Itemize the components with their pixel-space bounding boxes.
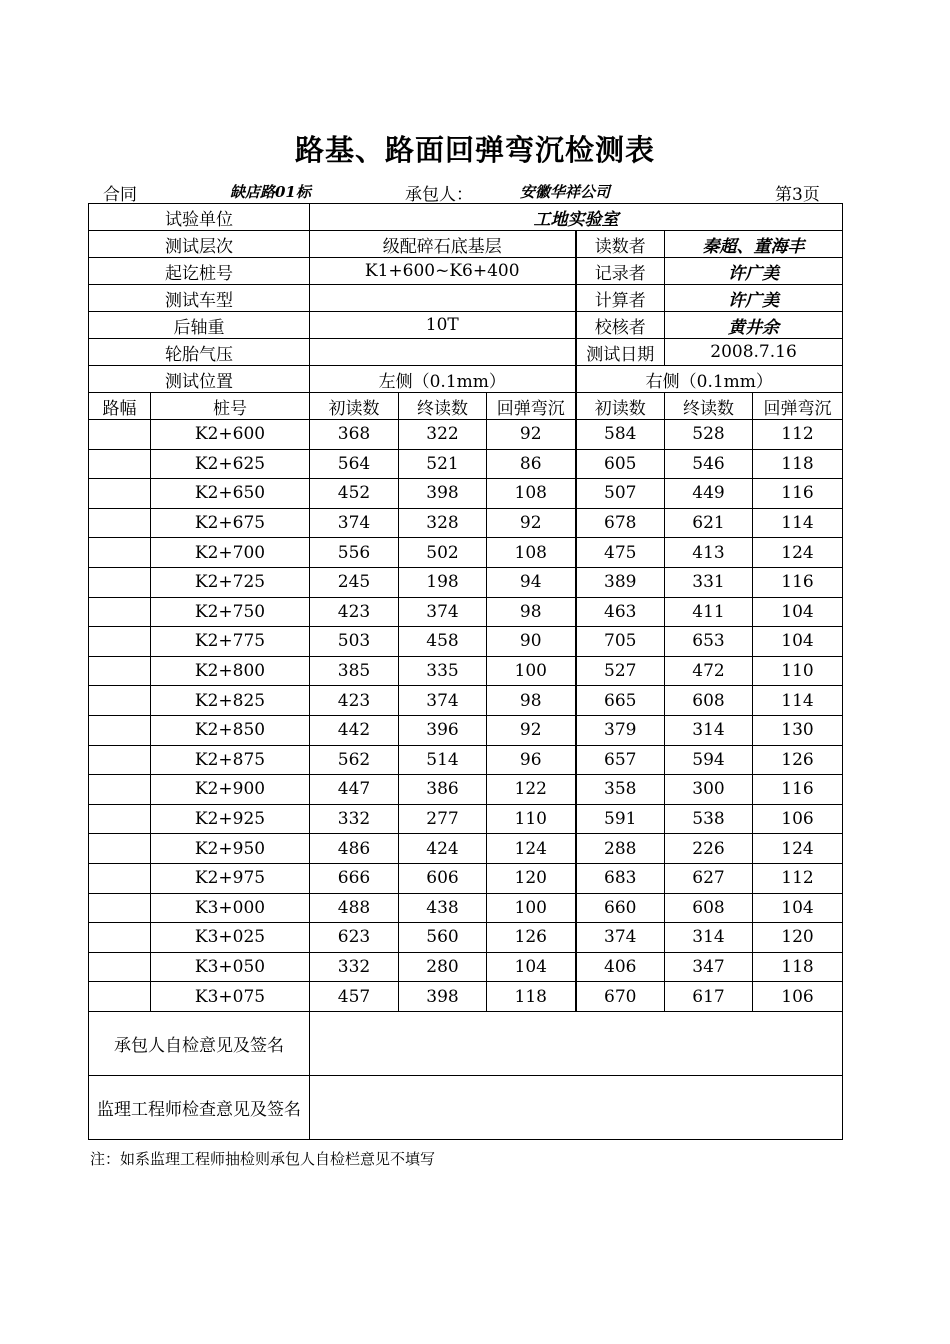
left-initial-cell: 562	[310, 745, 399, 775]
right-deflection-cell: 104	[753, 893, 843, 923]
lane-cell	[89, 804, 151, 834]
left-final-cell: 458	[399, 627, 487, 657]
right-initial-cell: 463	[576, 597, 665, 627]
col-header-lane: 路幅	[89, 393, 151, 420]
right-final-cell: 594	[665, 745, 753, 775]
right-deflection-cell: 116	[753, 479, 843, 509]
station-value: K1+600~K6+400	[310, 258, 576, 285]
left-initial-cell: 564	[310, 449, 399, 479]
table-row	[89, 656, 843, 686]
right-initial-cell: 358	[576, 775, 665, 805]
station-cell: K2+675	[151, 508, 310, 538]
contractor-label: 承包人：	[405, 185, 473, 205]
table-row	[89, 893, 843, 923]
left-initial-cell: 452	[310, 479, 399, 509]
left-final-cell: 280	[399, 952, 487, 982]
right-final-cell: 653	[665, 627, 753, 657]
right-initial-cell: 507	[576, 479, 665, 509]
left-initial-cell: 623	[310, 923, 399, 953]
right-initial-cell: 379	[576, 715, 665, 745]
left-initial-cell: 385	[310, 656, 399, 686]
info-row-vehicle	[89, 285, 843, 312]
info-row-layer	[89, 231, 843, 258]
tire-value	[310, 339, 576, 366]
right-deflection-cell: 114	[753, 508, 843, 538]
left-initial-cell: 374	[310, 508, 399, 538]
right-deflection-cell: 112	[753, 863, 843, 893]
table-row	[89, 863, 843, 893]
right-initial-cell: 605	[576, 449, 665, 479]
contractor-value: 安徽华祥公司	[520, 183, 611, 201]
right-final-cell: 331	[665, 567, 753, 597]
right-final-cell: 608	[665, 893, 753, 923]
right-initial-cell: 660	[576, 893, 665, 923]
right-initial-cell: 657	[576, 745, 665, 775]
checker-label: 校核者	[576, 312, 665, 339]
left-initial-cell: 332	[310, 952, 399, 982]
table-row	[89, 715, 843, 745]
lane-cell	[89, 686, 151, 716]
left-deflection-cell: 126	[487, 923, 576, 953]
right-deflection-cell: 104	[753, 597, 843, 627]
lane-cell	[89, 715, 151, 745]
lane-cell	[89, 538, 151, 568]
station-cell: K2+800	[151, 656, 310, 686]
left-initial-cell: 457	[310, 982, 399, 1012]
left-deflection-cell: 86	[487, 449, 576, 479]
left-final-cell: 386	[399, 775, 487, 805]
left-deflection-cell: 120	[487, 863, 576, 893]
right-side-label: 右侧（0.1mm）	[576, 366, 843, 393]
right-initial-cell: 584	[576, 420, 665, 450]
info-row-position	[89, 366, 843, 393]
left-initial-cell: 556	[310, 538, 399, 568]
page-title: 路基、路面回弹弯沉检测表	[294, 133, 655, 167]
lane-cell	[89, 893, 151, 923]
right-final-cell: 538	[665, 804, 753, 834]
left-deflection-cell: 98	[487, 597, 576, 627]
right-initial-cell: 591	[576, 804, 665, 834]
left-deflection-cell: 98	[487, 686, 576, 716]
station-cell: K2+950	[151, 834, 310, 864]
left-deflection-cell: 108	[487, 538, 576, 568]
lane-cell	[89, 449, 151, 479]
col-header-station: 桩号	[151, 393, 310, 420]
left-final-cell: 502	[399, 538, 487, 568]
lab-label: 试验单位	[89, 204, 310, 231]
left-side-label: 左侧（0.1mm）	[310, 366, 576, 393]
left-deflection-cell: 118	[487, 982, 576, 1012]
lane-cell	[89, 567, 151, 597]
lane-cell	[89, 479, 151, 509]
lane-cell	[89, 420, 151, 450]
table-row	[89, 804, 843, 834]
left-final-cell: 398	[399, 479, 487, 509]
right-deflection-cell: 120	[753, 923, 843, 953]
right-deflection-cell: 106	[753, 804, 843, 834]
right-deflection-cell: 112	[753, 420, 843, 450]
reader-label: 读数者	[576, 231, 665, 258]
left-final-cell: 374	[399, 597, 487, 627]
contract-label: 合同	[103, 185, 137, 205]
lane-cell	[89, 627, 151, 657]
col-header-right-final: 终读数	[665, 393, 753, 420]
contract-value: 缺店路01标	[230, 183, 311, 201]
right-deflection-cell: 118	[753, 952, 843, 982]
right-final-cell: 314	[665, 715, 753, 745]
right-deflection-cell: 116	[753, 567, 843, 597]
left-initial-cell: 486	[310, 834, 399, 864]
left-final-cell: 398	[399, 982, 487, 1012]
station-cell: K2+725	[151, 567, 310, 597]
lane-cell	[89, 775, 151, 805]
position-label: 测试位置	[89, 366, 310, 393]
station-label: 起讫桩号	[89, 258, 310, 285]
lane-cell	[89, 745, 151, 775]
info-row-station	[89, 258, 843, 285]
lane-cell	[89, 656, 151, 686]
right-initial-cell: 527	[576, 656, 665, 686]
left-deflection-cell: 124	[487, 834, 576, 864]
lane-cell	[89, 923, 151, 953]
right-initial-cell: 665	[576, 686, 665, 716]
left-initial-cell: 447	[310, 775, 399, 805]
left-deflection-cell: 100	[487, 656, 576, 686]
vehicle-value	[310, 285, 576, 312]
col-header-right-deflection: 回弹弯沉	[753, 393, 843, 420]
col-header-left-final: 终读数	[399, 393, 487, 420]
station-cell: K2+825	[151, 686, 310, 716]
station-cell: K2+600	[151, 420, 310, 450]
station-cell: K2+925	[151, 804, 310, 834]
page-number: 第3页	[775, 185, 820, 205]
lane-cell	[89, 508, 151, 538]
right-final-cell: 627	[665, 863, 753, 893]
right-initial-cell: 678	[576, 508, 665, 538]
left-final-cell: 560	[399, 923, 487, 953]
right-initial-cell: 288	[576, 834, 665, 864]
right-initial-cell: 406	[576, 952, 665, 982]
right-deflection-cell: 114	[753, 686, 843, 716]
lane-cell	[89, 863, 151, 893]
left-deflection-cell: 92	[487, 508, 576, 538]
right-initial-cell: 389	[576, 567, 665, 597]
right-deflection-cell: 110	[753, 656, 843, 686]
table-row	[89, 745, 843, 775]
left-deflection-cell: 110	[487, 804, 576, 834]
contractor-sign-field[interactable]	[310, 1011, 843, 1075]
table-row	[89, 775, 843, 805]
supervisor-sign-field[interactable]	[310, 1075, 843, 1139]
left-deflection-cell: 100	[487, 893, 576, 923]
layer-value: 级配碎石底基层	[310, 231, 576, 258]
left-deflection-cell: 122	[487, 775, 576, 805]
table-row	[89, 627, 843, 657]
left-final-cell: 322	[399, 420, 487, 450]
left-initial-cell: 423	[310, 597, 399, 627]
left-initial-cell: 488	[310, 893, 399, 923]
right-deflection-cell: 118	[753, 449, 843, 479]
vehicle-label: 测试车型	[89, 285, 310, 312]
right-deflection-cell: 126	[753, 745, 843, 775]
reader-value: 秦超、董海丰	[665, 231, 843, 258]
station-cell: K2+650	[151, 479, 310, 509]
table-row	[89, 538, 843, 568]
recorder-label: 记录者	[576, 258, 665, 285]
calculator-value: 许广美	[665, 285, 843, 312]
left-deflection-cell: 92	[487, 420, 576, 450]
supervisor-sign-label: 监理工程师检查意见及签名	[89, 1075, 310, 1139]
column-header-row	[89, 393, 843, 420]
right-initial-cell: 705	[576, 627, 665, 657]
footnote: 注：如系监理工程师抽检则承包人自检栏意见不填写	[90, 1150, 436, 1168]
info-row-tire	[89, 339, 843, 366]
left-initial-cell: 332	[310, 804, 399, 834]
left-initial-cell: 503	[310, 627, 399, 657]
axle-label: 后轴重	[89, 312, 310, 339]
right-initial-cell: 683	[576, 863, 665, 893]
right-final-cell: 226	[665, 834, 753, 864]
left-final-cell: 514	[399, 745, 487, 775]
station-cell: K2+750	[151, 597, 310, 627]
contractor-sign-row	[89, 1011, 843, 1075]
left-initial-cell: 423	[310, 686, 399, 716]
right-deflection-cell: 106	[753, 982, 843, 1012]
left-final-cell: 521	[399, 449, 487, 479]
station-cell: K3+025	[151, 923, 310, 953]
left-final-cell: 335	[399, 656, 487, 686]
right-deflection-cell: 104	[753, 627, 843, 657]
station-cell: K2+850	[151, 715, 310, 745]
axle-value: 10T	[310, 312, 576, 339]
table-row	[89, 597, 843, 627]
checker-value: 黄井余	[665, 312, 843, 339]
left-final-cell: 396	[399, 715, 487, 745]
station-cell: K2+775	[151, 627, 310, 657]
lab-value: 工地实验室	[310, 204, 843, 231]
left-final-cell: 198	[399, 567, 487, 597]
deflection-table	[88, 203, 843, 1140]
station-cell: K3+075	[151, 982, 310, 1012]
table-row	[89, 923, 843, 953]
date-value: 2008.7.16	[665, 339, 843, 366]
right-final-cell: 347	[665, 952, 753, 982]
lane-cell	[89, 597, 151, 627]
recorder-value: 许广美	[665, 258, 843, 285]
station-cell: K3+050	[151, 952, 310, 982]
station-cell: K2+975	[151, 863, 310, 893]
left-final-cell: 277	[399, 804, 487, 834]
lane-cell	[89, 982, 151, 1012]
right-deflection-cell: 124	[753, 834, 843, 864]
right-final-cell: 528	[665, 420, 753, 450]
info-row-lab	[89, 204, 843, 231]
right-deflection-cell: 116	[753, 775, 843, 805]
right-final-cell: 411	[665, 597, 753, 627]
table-row	[89, 834, 843, 864]
left-initial-cell: 666	[310, 863, 399, 893]
right-initial-cell: 670	[576, 982, 665, 1012]
right-final-cell: 621	[665, 508, 753, 538]
station-cell: K2+875	[151, 745, 310, 775]
right-deflection-cell: 124	[753, 538, 843, 568]
left-initial-cell: 368	[310, 420, 399, 450]
left-final-cell: 438	[399, 893, 487, 923]
right-final-cell: 413	[665, 538, 753, 568]
table-row	[89, 686, 843, 716]
right-final-cell: 449	[665, 479, 753, 509]
left-deflection-cell: 94	[487, 567, 576, 597]
table-row	[89, 952, 843, 982]
left-initial-cell: 245	[310, 567, 399, 597]
station-cell: K2+700	[151, 538, 310, 568]
right-deflection-cell: 130	[753, 715, 843, 745]
left-final-cell: 328	[399, 508, 487, 538]
col-header-right-initial: 初读数	[576, 393, 665, 420]
table-row	[89, 567, 843, 597]
lane-cell	[89, 952, 151, 982]
supervisor-sign-row	[89, 1075, 843, 1139]
left-final-cell: 424	[399, 834, 487, 864]
right-final-cell: 300	[665, 775, 753, 805]
left-deflection-cell: 104	[487, 952, 576, 982]
right-final-cell: 314	[665, 923, 753, 953]
left-final-cell: 374	[399, 686, 487, 716]
right-final-cell: 617	[665, 982, 753, 1012]
left-deflection-cell: 92	[487, 715, 576, 745]
right-final-cell: 472	[665, 656, 753, 686]
right-initial-cell: 374	[576, 923, 665, 953]
station-cell: K2+900	[151, 775, 310, 805]
table-row	[89, 479, 843, 509]
station-cell: K3+000	[151, 893, 310, 923]
col-header-left-deflection: 回弹弯沉	[487, 393, 576, 420]
station-cell: K2+625	[151, 449, 310, 479]
right-final-cell: 546	[665, 449, 753, 479]
tire-label: 轮胎气压	[89, 339, 310, 366]
table-row	[89, 508, 843, 538]
contractor-sign-label: 承包人自检意见及签名	[89, 1011, 310, 1075]
lane-cell	[89, 834, 151, 864]
left-final-cell: 606	[399, 863, 487, 893]
info-row-axle	[89, 312, 843, 339]
calculator-label: 计算者	[576, 285, 665, 312]
table-row	[89, 420, 843, 450]
left-deflection-cell: 96	[487, 745, 576, 775]
right-initial-cell: 475	[576, 538, 665, 568]
right-final-cell: 608	[665, 686, 753, 716]
date-label: 测试日期	[576, 339, 665, 366]
left-initial-cell: 442	[310, 715, 399, 745]
table-row	[89, 982, 843, 1012]
left-deflection-cell: 108	[487, 479, 576, 509]
layer-label: 测试层次	[89, 231, 310, 258]
left-deflection-cell: 90	[487, 627, 576, 657]
table-row	[89, 449, 843, 479]
col-header-left-initial: 初读数	[310, 393, 399, 420]
